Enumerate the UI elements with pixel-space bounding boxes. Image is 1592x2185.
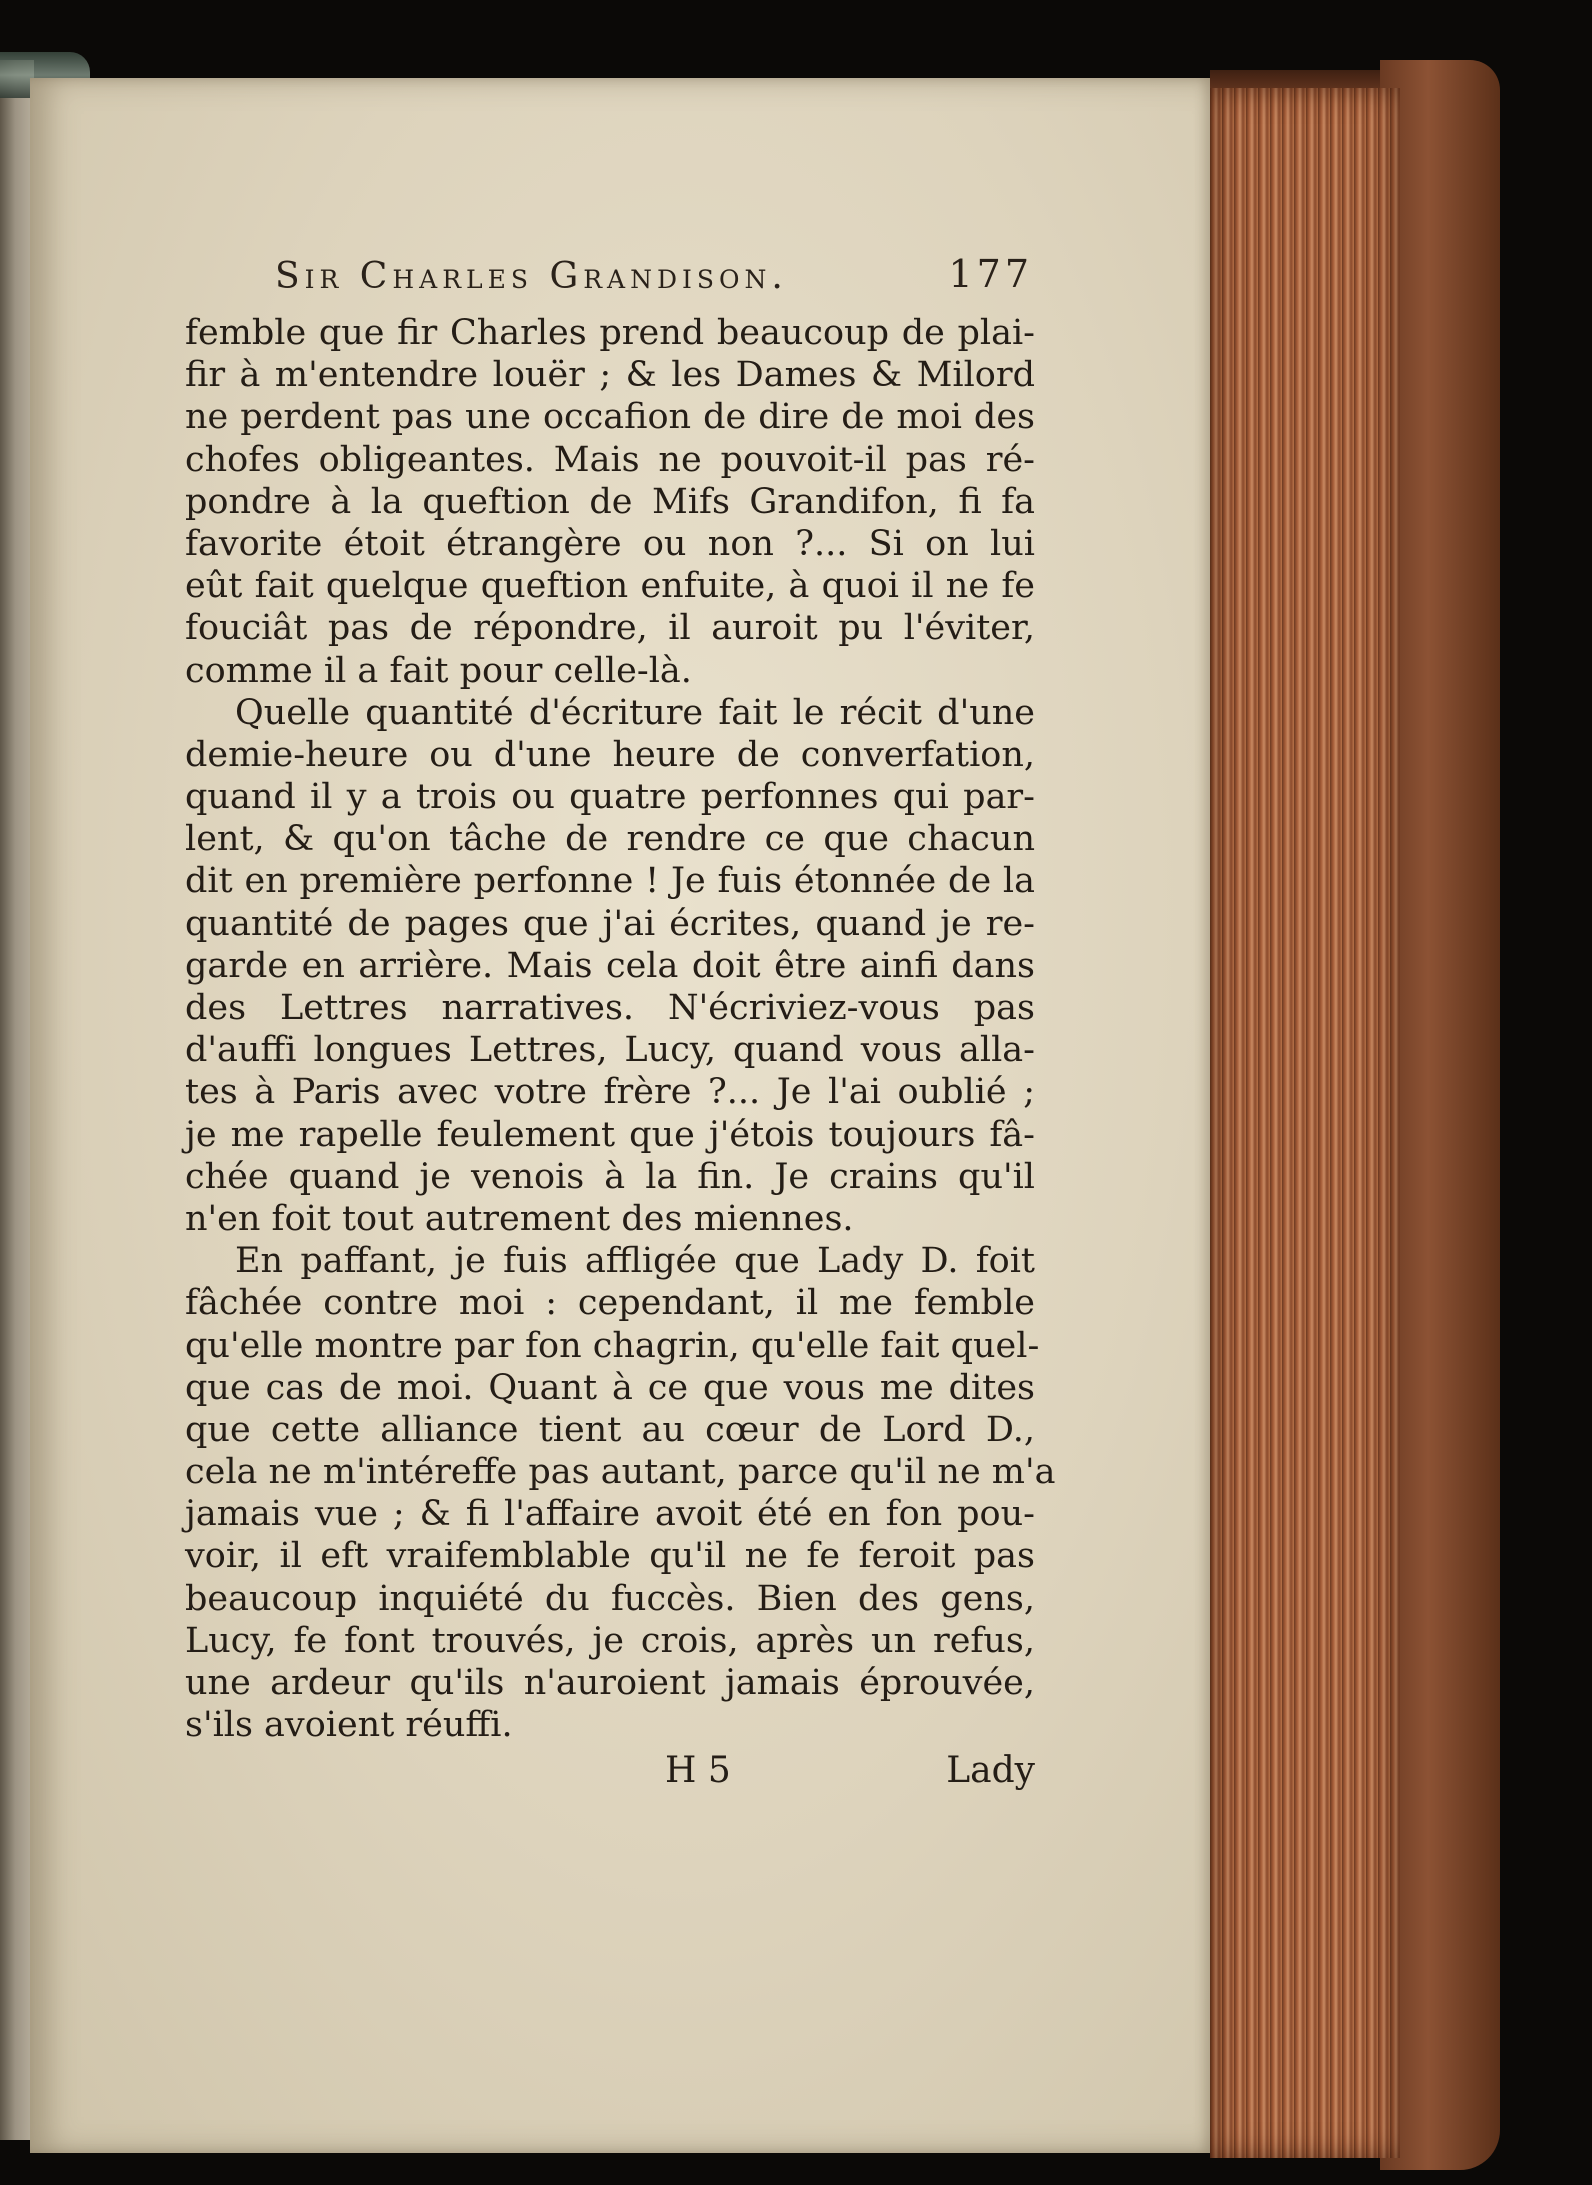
catchword: Lady: [946, 1750, 1035, 1792]
text-line: favorite étoit étrangère ou non ?... Si on lui: [185, 523, 1035, 564]
page-footer: [185, 1750, 1035, 1800]
text-line: jamais vue ; & fi l'affaire avoit été en fon pou-: [185, 1494, 1035, 1535]
text-line: femble que fir Charles prend beaucoup de plai-: [185, 313, 1035, 353]
text-line: fir à m'entendre louër ; & les Dames & Milord: [185, 355, 1035, 396]
text-line: chée quand je venois à la fin. Je crains qu'il: [185, 1156, 1035, 1197]
text-line: une ardeur qu'ils n'auroient jamais éprouvée,: [185, 1663, 1035, 1703]
text-line: eût fait quelque queftion enfuite, à quoi il ne fe: [185, 566, 1035, 607]
text-line: Lucy, fe font trouvés, je crois, après un refus,: [185, 1620, 1035, 1661]
running-title: Sir Charles Grandison.: [275, 256, 788, 297]
text-line: beaucoup inquiété du fuccès. Bien des gens,: [185, 1578, 1035, 1619]
text-line: comme il a fait pour celle-là.: [185, 650, 692, 691]
text-line: chofes obligeantes. Mais ne pouvoit-il pas ré-: [185, 439, 1035, 480]
page-fore-edge: [1210, 88, 1400, 2158]
text-line: s'ils avoient réuffi.: [185, 1705, 513, 1746]
text-line: je me rapelle feulement que j'étois toujours fâ-: [185, 1114, 1035, 1155]
text-line: fouciât pas de répondre, il auroit pu l'éviter,: [185, 608, 1035, 649]
text-line: fâchée contre moi : cependant, il me femble: [185, 1283, 1035, 1324]
text-line: lent, & qu'on tâche de rendre ce que chacun: [185, 819, 1035, 860]
text-line: qu'elle montre par fon chagrin, qu'elle fait quel-: [185, 1325, 1040, 1366]
text-line: Quelle quantité d'écriture fait le récit d'une: [235, 692, 1035, 733]
text-line: tes à Paris avec votre frère ?... Je l'ai oublié ;: [185, 1072, 1035, 1113]
text-line: En paffant, je fuis affligée que Lady D. foit: [235, 1241, 1035, 1282]
text-line: voir, il eft vraifemblable qu'il ne fe feroit pas: [185, 1536, 1035, 1577]
signature-mark: H 5: [665, 1750, 731, 1792]
text-line: ne perdent pas une occafion de dire de moi des: [185, 397, 1035, 438]
text-line: cela ne m'intéreffe pas autant, parce qu'il ne m'a: [185, 1452, 1056, 1493]
text-line: pondre à la queftion de Mifs Grandifon, fi fa: [185, 481, 1035, 522]
page-number: 177: [948, 252, 1033, 296]
text-line: garde en arrière. Mais cela doit être ainfi dans: [185, 945, 1035, 986]
text-line: demie-heure ou d'une heure de converfation,: [185, 734, 1035, 775]
text-line: quand il y a trois ou quatre perfonnes qui par-: [185, 777, 1035, 818]
text-line: d'auffi longues Lettres, Lucy, quand vous alla-: [185, 1030, 1035, 1071]
text-line: n'en foit tout autrement des miennes.: [185, 1198, 854, 1239]
left-page-edge: [0, 60, 34, 2140]
running-head: [185, 250, 1035, 312]
text-line: dit en première perfonne ! Je fuis étonnée de la: [185, 861, 1035, 902]
text-line: que cas de moi. Quant à ce que vous me dites: [185, 1367, 1035, 1408]
text-line: quantité de pages que j'ai écrites, quand je re-: [185, 903, 1035, 944]
text-line: des Lettres narratives. N'écriviez-vous pas: [185, 988, 1035, 1028]
text-line: que cette alliance tient au cœur de Lord D.,: [185, 1409, 1035, 1450]
text-block: [185, 250, 1056, 1800]
